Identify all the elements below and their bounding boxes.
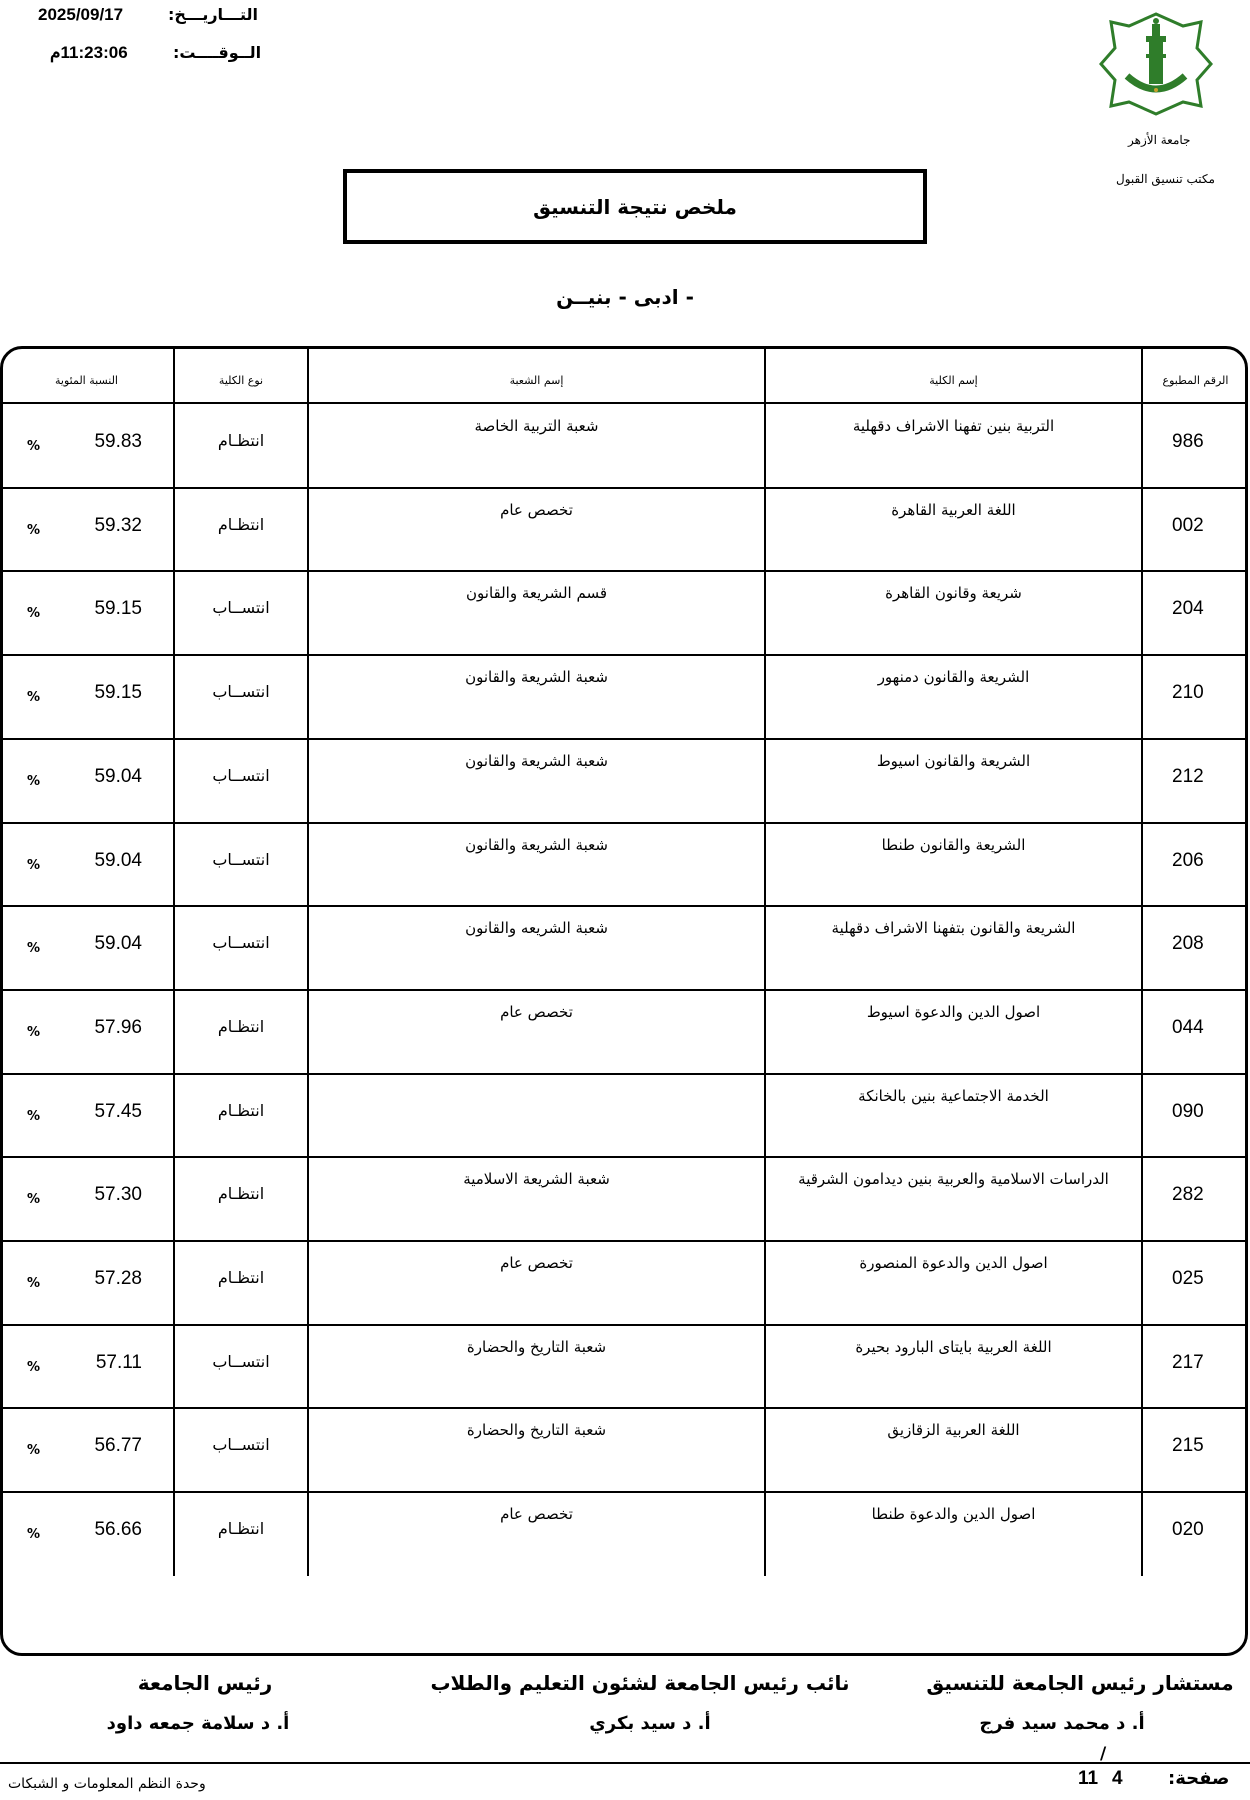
row-percent: 56.66 <box>94 1519 142 1541</box>
row-percent-sign: % <box>27 857 41 873</box>
row-percent-sign: % <box>27 1024 41 1040</box>
page-total: 11 <box>1078 1768 1099 1789</box>
row-division: شعبة التربية الخاصة <box>474 417 599 435</box>
col-sep <box>1141 346 1143 1576</box>
row-percent-sign: % <box>27 1276 41 1291</box>
row-divider <box>0 1240 1248 1242</box>
row-percent-sign: % <box>27 1359 41 1375</box>
row-divider <box>0 1324 1248 1326</box>
row-percent: 59.15 <box>94 598 142 620</box>
row-college: اصول الدين والدعوة المنصورة <box>859 1254 1048 1272</box>
vice-title: نائب رئيس الجامعة لشئون التعليم والطلاب <box>430 1671 850 1695</box>
row-divider <box>0 570 1248 572</box>
row-division: شعبة التاريخ والحضارة <box>466 1421 607 1440</box>
president-name: أ. د سلامة جمعه داود <box>106 1713 290 1734</box>
row-college: الشريعة والقانون اسيوط <box>876 751 1031 770</box>
row-percent-sign: % <box>27 1108 41 1124</box>
row-type: انتســاب <box>212 849 270 869</box>
row-division: تخصص عام <box>500 1002 573 1021</box>
row-code: 206 <box>1172 849 1204 871</box>
col-sep <box>764 346 766 1576</box>
row-type: انتســاب <box>212 1351 270 1371</box>
row-type: انتظـام <box>217 1016 265 1036</box>
row-divider <box>0 654 1248 656</box>
row-division: شعبة الشريعة والقانون <box>465 835 608 854</box>
row-percent-sign: % <box>27 1192 41 1208</box>
row-percent-sign: % <box>27 690 41 706</box>
vice-name: أ. د سيد بكري <box>589 1713 711 1734</box>
al-azhar-logo <box>1097 10 1215 118</box>
row-percent-sign: % <box>27 606 41 622</box>
row-college: اصول الدين والدعوة طنطا <box>871 1505 1036 1524</box>
row-division: تخصص عام <box>500 1254 573 1272</box>
row-code: 212 <box>1172 765 1204 787</box>
row-college: الشريعة والقانون طنطا <box>881 835 1026 854</box>
row-code: 217 <box>1172 1351 1204 1373</box>
row-division: قسم الشريعة والقانون <box>466 584 607 603</box>
row-percent-sign: % <box>27 522 41 538</box>
row-division: شعبة الشريعة والقانون <box>465 751 608 770</box>
row-type: انتســاب <box>212 933 270 953</box>
date-value: 2025/09/17 <box>38 5 124 24</box>
row-percent: 59.83 <box>94 431 142 452</box>
header-division: إسم الشعبة <box>509 374 564 387</box>
row-type: انتســاب <box>212 1435 270 1455</box>
footer-unit: وحدة النظم المعلومات و الشبكات <box>8 1776 206 1792</box>
row-percent: 57.11 <box>95 1351 142 1373</box>
row-divider <box>0 1407 1248 1409</box>
row-code: 020 <box>1172 1519 1204 1541</box>
row-percent: 59.15 <box>94 682 142 704</box>
row-college: الدراسات الاسلامية والعربية بنين ديدامون الشرقية <box>798 1170 1109 1189</box>
col-sep <box>307 346 309 1576</box>
row-divider <box>0 1073 1248 1075</box>
row-code: 090 <box>1172 1100 1204 1122</box>
row-code: 204 <box>1172 598 1204 620</box>
row-percent-sign: % <box>27 439 41 454</box>
row-percent-sign: % <box>27 941 41 957</box>
row-percent: 57.28 <box>94 1268 142 1289</box>
row-divider <box>0 1491 1248 1493</box>
row-divider <box>0 1156 1248 1158</box>
row-type: انتظـام <box>217 1519 265 1539</box>
header-percent: النسبة المئوية <box>55 374 118 387</box>
time-value: 11:23:06م <box>50 43 128 62</box>
row-percent: 57.30 <box>94 1184 142 1206</box>
row-type: انتســاب <box>212 598 270 618</box>
row-college: اللغة العربية الزقازيق <box>887 1421 1020 1440</box>
row-college: اصول الدين والدعوة اسيوط <box>866 1002 1041 1021</box>
row-college: التربية بنين تفهنا الاشراف دقهلية <box>852 417 1055 435</box>
row-divider <box>0 738 1248 740</box>
row-percent-sign: % <box>27 1527 41 1543</box>
row-division: شعبة الشريعة والقانون <box>465 668 608 687</box>
page-current: 4 <box>1112 1768 1123 1789</box>
page-separator: / <box>1100 1744 1107 1764</box>
header-college: إسم الكلية <box>929 374 978 387</box>
row-type: انتظـام <box>217 514 265 534</box>
row-code: 002 <box>1172 514 1204 536</box>
page-label: صفحة: <box>1168 1768 1230 1789</box>
row-percent: 59.04 <box>94 765 142 787</box>
row-type: انتظـام <box>217 431 265 450</box>
row-division: تخصص عام <box>500 1505 573 1524</box>
row-code: 986 <box>1172 431 1204 452</box>
advisor-title: مستشار رئيس الجامعة للتنسيق <box>926 1671 1234 1695</box>
header-type: نوع الكلية <box>218 374 264 387</box>
row-type: انتســاب <box>212 682 270 702</box>
row-type: انتســاب <box>212 765 270 785</box>
university-name: جامعة الأزهر <box>1128 133 1191 147</box>
row-divider <box>0 487 1248 489</box>
row-percent-sign: % <box>27 1443 41 1459</box>
row-percent: 59.32 <box>94 514 142 536</box>
row-division: تخصص عام <box>500 500 573 519</box>
footer-divider <box>0 1762 1250 1764</box>
time-label: الــوقــــت: <box>173 43 262 62</box>
row-college: الشريعة والقانون دمنهور <box>877 668 1030 687</box>
results-table <box>0 346 1248 1656</box>
row-code: 210 <box>1172 682 1204 704</box>
row-college: شريعة وقانون القاهرة <box>885 584 1022 603</box>
row-college: الخدمة الاجتماعية بنين بالخانكة <box>858 1086 1049 1105</box>
row-college: اللغة العربية القاهرة <box>891 500 1016 519</box>
row-code: 282 <box>1172 1184 1204 1206</box>
row-code: 025 <box>1172 1268 1204 1289</box>
header-code: الرقم المطبوع <box>1162 374 1229 387</box>
row-divider <box>0 989 1248 991</box>
row-type: انتظـام <box>217 1184 265 1204</box>
row-percent: 57.96 <box>94 1016 142 1038</box>
row-college: الشريعة والقانون بتفهنا الاشراف دقهلية <box>831 919 1076 938</box>
row-division: شعبة الشريعة الاسلامية <box>463 1170 610 1189</box>
row-code: 208 <box>1172 933 1204 955</box>
report-title: ملخص نتيجة التنسيق <box>343 169 927 244</box>
header-divider <box>0 402 1248 404</box>
row-percent: 59.04 <box>94 849 142 871</box>
row-percent: 57.45 <box>94 1100 142 1122</box>
row-division: شعبة التاريخ والحضارة <box>466 1337 607 1356</box>
row-type: انتظـام <box>217 1100 265 1120</box>
row-divider <box>0 822 1248 824</box>
row-percent-sign: % <box>27 773 41 789</box>
advisor-name: أ. د محمد سيد فرج <box>979 1713 1145 1734</box>
row-code: 044 <box>1172 1016 1204 1038</box>
report-subtitle: - ادبى - بنيــن <box>556 285 694 309</box>
row-code: 215 <box>1172 1435 1204 1457</box>
row-divider <box>0 905 1248 907</box>
president-title: رئيس الجامعة <box>137 1671 273 1695</box>
row-percent: 56.77 <box>94 1435 142 1457</box>
date-label: التـــاريـــخ: <box>168 5 258 24</box>
row-college: اللغة العربية بايتاى البارود بحيرة <box>855 1337 1052 1356</box>
row-percent: 59.04 <box>94 933 142 955</box>
row-type: انتظـام <box>217 1268 265 1287</box>
office-name: مكتب تنسيق القبول <box>1116 172 1215 186</box>
row-division: شعبة الشريعه والقانون <box>465 919 608 938</box>
